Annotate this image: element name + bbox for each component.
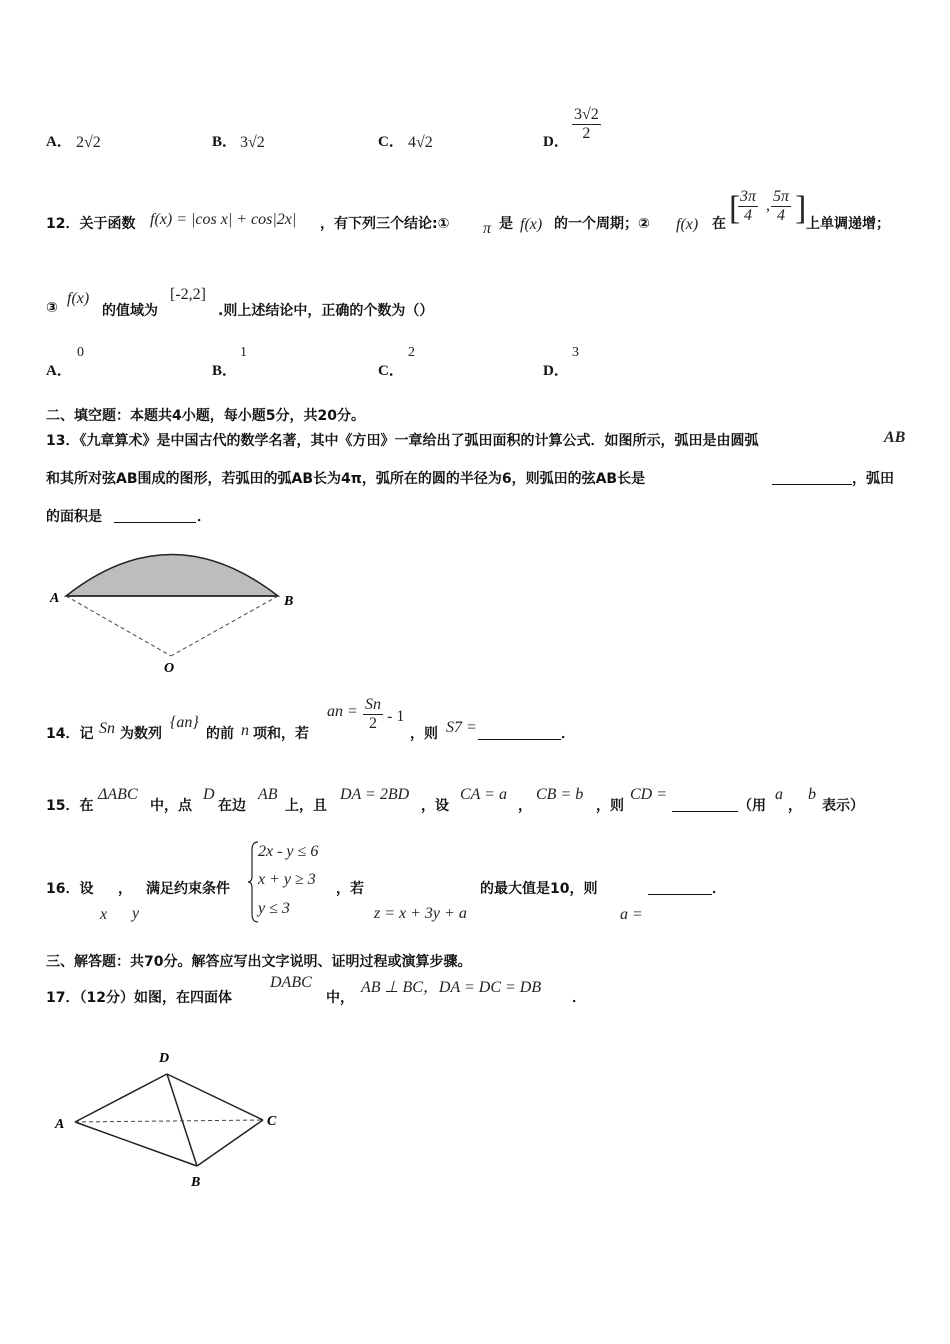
q16-sys-2: x + y ≥ 3 [258, 871, 316, 888]
q13-line1-end: AB [884, 429, 906, 446]
q13-blank-area [114, 510, 196, 523]
fig-label-d: D [159, 1051, 170, 1066]
q12-text-5: 上单调递增； [806, 216, 890, 232]
q16-end: ． [712, 881, 726, 897]
q14-fraction [363, 696, 383, 733]
q15-text-c: 在边 [218, 798, 246, 814]
q11-option-b-value: 3√2 [240, 134, 265, 151]
q12-line2-b: 的值域为 [102, 303, 158, 319]
q16-objective: z = x + 3y + a [374, 905, 467, 922]
q15-eq3: CB = b [536, 786, 584, 803]
q14-s7: S7 = [446, 719, 477, 736]
q11-option-d-fraction [572, 106, 601, 143]
q12-stem-start: 12．关于函数 [46, 216, 136, 232]
q15-text-d: 上，且 [285, 798, 327, 814]
fig-label-c: C [267, 1114, 277, 1129]
edge-ac-hidden [75, 1120, 263, 1122]
q12-interval-a [738, 188, 758, 225]
edge-db [167, 1074, 197, 1166]
q12-option-b-value: 1 [240, 345, 247, 360]
q15-eq4: CD = [630, 786, 668, 803]
q12-function: f(x) = |cos x| + cos|2x| [150, 211, 297, 228]
fig-label-a: A [50, 591, 60, 606]
q17-text-a: 17．（12分）如图，在四面体 [46, 990, 232, 1006]
q12-fx-2: f(x) [676, 216, 699, 233]
fig-label-a: A [55, 1117, 65, 1132]
q13-line3: 的面积是 [46, 509, 102, 525]
q16-text-a: 16．设 [46, 881, 94, 897]
q12-text-4: 在 [712, 216, 726, 232]
q16-text-d: ，若 [336, 881, 364, 897]
q15-text-b: 中，点 [150, 798, 192, 814]
q17-conditions: AB ⊥ BC，DA = DC = DB [361, 979, 542, 996]
q11-option-a-label: A． [46, 134, 72, 150]
section2-title: 二、填空题：本题共4小题，每小题5分，共20分。 [46, 408, 365, 424]
q17-tetrahedron-figure [45, 1040, 295, 1190]
q16-a-eq: a = [620, 906, 643, 923]
q12-fx-3: f(x) [67, 290, 90, 307]
q13-line2: 和其所对弦AB围成的图形，若弧田的弧AB长为4π，弧所在的圆的半径为6，则弧田的弦AB长是 [46, 471, 646, 487]
q14-text-e: ，则 [410, 726, 438, 742]
q12-option-b-label: B． [212, 363, 238, 379]
q16-var-x: x [100, 906, 108, 923]
q17-tetrahedron: DABC [270, 974, 312, 991]
q12-option-a-value: 0 [77, 345, 84, 360]
q11-option-a-value: 2√2 [76, 134, 101, 151]
fig-label-b: B [191, 1175, 201, 1190]
q11-option-b-label: B． [212, 134, 238, 150]
q12-line2-a: ③ [46, 300, 58, 316]
q12-interval-b-den: 4 [777, 207, 785, 224]
fig-label-o: O [164, 661, 175, 676]
q14-sn: Sn [99, 720, 115, 737]
q12-interval-close: ] [795, 190, 807, 227]
q12-text-2: 是 [499, 216, 513, 232]
q14-text-b: 为数列 [120, 726, 162, 742]
q12-option-c-label: C． [378, 363, 404, 379]
q16-sys-1: 2x - y ≤ 6 [258, 843, 319, 860]
q16-blank [648, 882, 712, 895]
section3-title: 三、解答题：共70分。解答应写出文字说明、证明过程或演算步骤。 [46, 954, 472, 970]
q11-option-d-label: D． [543, 134, 569, 150]
q15-text-h: （用 [738, 798, 766, 814]
q13-line2-end: ，弧田 [852, 471, 894, 487]
q15-vector-a: a [775, 786, 783, 803]
q16-sys-3: y ≤ 3 [258, 900, 290, 917]
q11-option-d-num: 3√2 [574, 106, 599, 123]
q12-fx-1: f(x) [520, 216, 543, 233]
q17-end: ． [572, 990, 586, 1006]
q12-text-3: 的一个周期；② [554, 216, 650, 232]
q16-var-y: y [132, 905, 140, 922]
q12-text-1: ，有下列三个结论:① [320, 216, 450, 232]
q12-option-d-value: 3 [572, 345, 579, 360]
q14-an-set: {an} [170, 714, 199, 731]
q14-frac-num: Sn [365, 696, 381, 713]
q15-ab: AB [258, 786, 278, 803]
arc-segment-shaded [66, 555, 278, 597]
q15-text-g: ，则 [596, 798, 624, 814]
radius-ob [171, 596, 278, 656]
edge-dc [167, 1074, 263, 1120]
q11-option-c-label: C． [378, 134, 404, 150]
q15-text-f: ， [518, 798, 532, 814]
q14-n: n [241, 722, 249, 739]
q15-d: D [203, 786, 215, 803]
q16-text-c: 满足约束条件 [146, 881, 230, 897]
q13-blank-chord [772, 472, 852, 485]
q12-line2-c: .则上述结论中，正确的个数为（） [218, 303, 434, 319]
radius-oa [66, 596, 171, 656]
edge-ad [75, 1074, 167, 1122]
q17-text-b: 中， [326, 990, 354, 1006]
q14-blank [478, 727, 561, 740]
q12-interval-a-num: 3π [740, 188, 757, 205]
q16-text-e: 的最大值是10，则 [480, 881, 598, 897]
q12-range: [-2,2] [170, 286, 206, 303]
q15-text-j: 表示） [822, 798, 864, 814]
q11-option-c-value: 4√2 [408, 134, 433, 151]
edge-ab [75, 1122, 197, 1166]
q12-pi: π [483, 220, 492, 237]
q12-interval-b [771, 188, 791, 225]
edge-bc [197, 1120, 263, 1166]
q12-interval-open: [ [729, 190, 741, 227]
q12-option-c-value: 2 [408, 345, 415, 360]
q14-text-c: 的前 [206, 726, 234, 742]
q14-lhs: an = [327, 703, 358, 720]
q13-arc-figure [40, 535, 310, 680]
q12-interval-b-num: 5π [773, 188, 790, 205]
q14-text-a: 14．记 [46, 726, 94, 742]
q14-text-d: 项和，若 [253, 726, 309, 742]
q15-text-a: 15．在 [46, 798, 94, 814]
q15-triangle: ΔABC [98, 786, 138, 803]
q12-interval-comma: , [766, 197, 770, 214]
q12-interval-a-den: 4 [744, 207, 752, 224]
q14-rest: - 1 [387, 708, 405, 725]
q13-line1: 13．《九章算术》是中国古代的数学名著，其中《方田》一章给出了弧田面积的计算公式．如图所示，弧田是由圆弧 [46, 433, 759, 449]
q14-frac-den: 2 [369, 715, 377, 732]
q12-option-d-label: D． [543, 363, 569, 379]
q15-eq1: DA = 2BD [340, 786, 410, 803]
q14-end: ． [561, 726, 575, 742]
q15-blank [672, 799, 738, 812]
q15-eq2: CA = a [460, 786, 507, 803]
q15-text-i: ， [788, 798, 802, 814]
q15-text-e: ，设 [421, 798, 449, 814]
q11-option-d-den: 2 [582, 125, 591, 142]
q13-line3-end: ． [197, 509, 211, 525]
fig-label-b: B [284, 594, 294, 609]
q15-vector-b: b [808, 786, 816, 803]
q16-text-b: ， [118, 881, 132, 897]
q12-option-a-label: A． [46, 363, 72, 379]
